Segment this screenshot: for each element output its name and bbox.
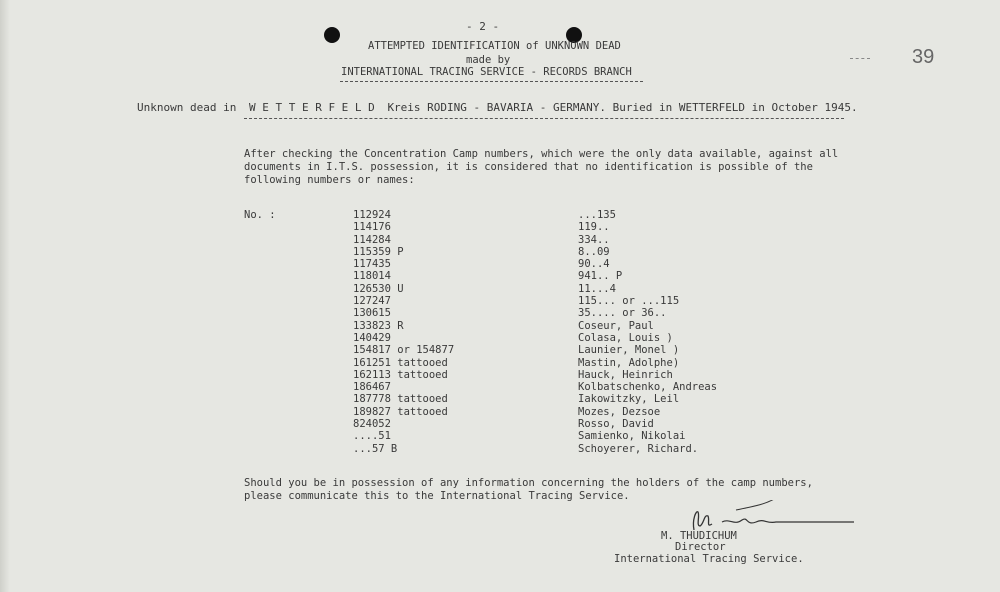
list-item: 941.. P	[578, 270, 623, 283]
list-item: 133823 R	[353, 319, 404, 332]
subject-underline	[244, 118, 844, 119]
list-item: 187778 tattooed	[353, 393, 448, 406]
subject-line	[137, 101, 858, 114]
folio-number: 39	[912, 46, 935, 68]
list-item: 824052	[353, 418, 391, 431]
page-left-edge	[0, 0, 10, 592]
list-item: Launier, Monel )	[578, 344, 680, 357]
name-list	[578, 209, 717, 455]
intro-line-1: After checking the Concentration Camp numbers, which were the only data available, against all	[244, 148, 839, 160]
list-item: Coseur, Paul	[578, 319, 654, 332]
list-item: 154817 or 154877	[353, 344, 455, 357]
closing-line-1: Should you be in possession of any information concerning the holders of the camp numbers,	[244, 477, 813, 489]
list-item: Samienko, Nikolai	[578, 430, 686, 443]
subject-details: Kreis RODING - BAVARIA - GERMANY. Buried in WETTERFELD in October 1945.	[387, 101, 858, 114]
list-item: 140429	[353, 331, 391, 344]
list-item: 11...4	[578, 282, 616, 295]
intro-line-3: following numbers or names:	[244, 174, 415, 186]
list-item: 114284	[353, 233, 391, 246]
title-line-3: INTERNATIONAL TRACING SERVICE - RECORDS BRANCH	[341, 66, 632, 78]
list-item: 118014	[353, 270, 391, 283]
list-item: 161251 tattooed	[353, 356, 448, 369]
signatory-name: M. THUDICHUM	[661, 530, 737, 542]
list-item: 114176	[353, 221, 391, 234]
list-item: Colasa, Louis )	[578, 331, 673, 344]
list-item: 186467	[353, 381, 391, 394]
list-item: ...135	[578, 209, 616, 221]
subject-prefix: Unknown dead in	[137, 101, 237, 114]
list-item: 119..	[578, 221, 610, 234]
list-item: 126530 U	[353, 282, 404, 295]
camp-number-list	[353, 209, 454, 455]
list-item: 8..09	[578, 245, 610, 258]
list-item: 334..	[578, 233, 610, 246]
list-item: 117435	[353, 258, 391, 271]
list-label: No. :	[244, 209, 276, 221]
list-item: 112924	[353, 209, 391, 221]
list-item: 130615	[353, 307, 391, 320]
list-item: 127247	[353, 295, 391, 308]
list-item: ....51	[353, 430, 391, 443]
intro-line-2: documents in I.T.S. possession, it is considered that no identification is possible of the	[244, 161, 813, 173]
list-item: 162113 tattooed	[353, 368, 448, 381]
punch-hole-left	[324, 27, 340, 43]
intro-paragraph	[244, 148, 838, 187]
list-item: Mastin, Adolphe)	[578, 356, 680, 369]
list-item: 90..4	[578, 258, 610, 271]
list-item: Iakowitzky, Leil	[578, 393, 680, 406]
signatory-title: Director	[675, 541, 726, 553]
closing-line-2: please communicate this to the International Tracing Service.	[244, 490, 630, 502]
list-item: Mozes, Dezsoe	[578, 405, 661, 418]
list-item: 35.... or 36..	[578, 307, 667, 320]
title-line-2: made by	[466, 54, 511, 66]
list-item: 115359 P	[353, 245, 404, 258]
title-line-1: ATTEMPTED IDENTIFICATION of UNKNOWN DEAD	[368, 40, 621, 52]
header-underline	[340, 81, 643, 82]
list-item: 189827 tattooed	[353, 405, 448, 418]
signatory-organization: International Tracing Service.	[614, 553, 804, 565]
list-item: ...57 B	[353, 442, 398, 455]
subject-location: W E T T E R F E L D	[248, 101, 375, 114]
list-item: Schoyerer, Richard.	[578, 442, 699, 455]
folio-mark	[850, 58, 870, 59]
list-item: Rosso, David	[578, 418, 654, 431]
list-item: Hauck, Heinrich	[578, 368, 673, 381]
list-item: 115... or ...115	[578, 295, 680, 308]
page-number: - 2 -	[466, 20, 500, 33]
list-item: Kolbatschenko, Andreas	[578, 381, 718, 394]
